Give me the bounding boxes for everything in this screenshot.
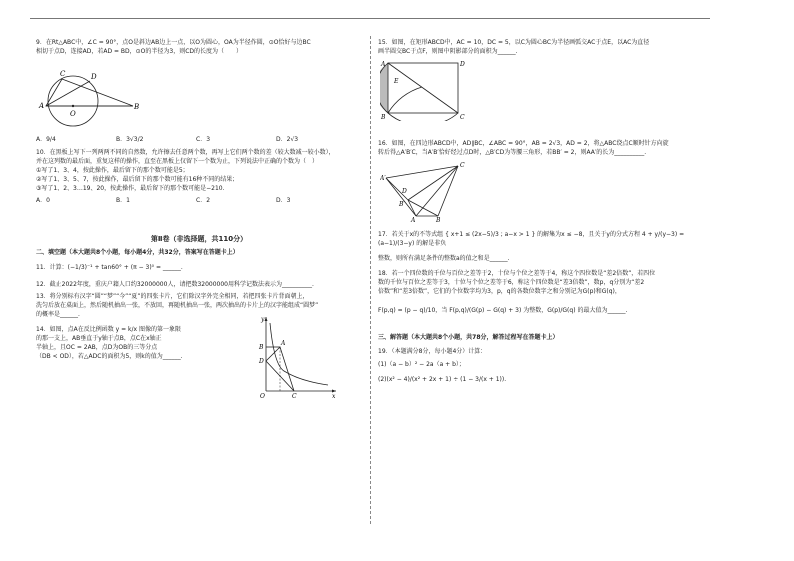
q9-choice-c: C．3 [196, 136, 211, 143]
q16-line1: 16．如图，在四边形ABCD中，AD∥BC，∠ABC = 90°，AB = 2√3，AD = 2，将△ABC绕点C顺时针方向旋 [378, 140, 669, 147]
q10-line2: 并在这列数的最后面，重复这样的操作，直至在黑板上仅留下一个数为止，下列说法中正确的个数为（ ） [36, 158, 319, 165]
q9-line2: 相切于点D，连接AD，若AD = BD，⊙O的半径为3，则CD的长度为（ ） [36, 48, 243, 55]
q10-statement-1: ①写了1、3、4，按此操作，最后留下的那个数可能是5； [36, 167, 189, 174]
question-17 [378, 230, 708, 263]
q14-label-x: x [332, 393, 336, 399]
q10-choice-a: A．0 [36, 197, 50, 204]
q9-label-b: B [134, 103, 140, 111]
q15-line2: 画半圆交BC于点F，则图中阴影部分的面积为______. [378, 48, 518, 55]
question-15 [378, 38, 708, 56]
q16-label-b-prime: B′ [399, 201, 405, 208]
part-2-title: 第Ⅱ卷（非选择题，共110分） [150, 235, 248, 243]
q13-line1: 13．将分别标有汉字“圆”“梦”“今”“夏”的四张卡片，它们除汉字外完全相同，若把四张卡片背面朝上， [36, 293, 309, 300]
q13-line2: 洗匀后放在桌面上，然后随机抽出一张，不放回，再随机抽出一张，两次抽出的卡片上的汉字能组成“圆梦” [36, 302, 319, 309]
question-16 [378, 139, 708, 157]
q15-figure [380, 59, 470, 121]
q14-label-y: y [261, 316, 265, 323]
q15-label-a: A [381, 61, 386, 68]
q18-line1: 18．若一个四位数的千位与百位之差等于2，十位与个位之差等于4，称这个四位数是“差2倍数”，若四位 [378, 270, 656, 277]
column-divider [370, 36, 371, 524]
q14-line2: 的那一支上，AB垂直于y轴于点B，点C在x轴正 [36, 335, 162, 342]
q15-label-b: B [381, 114, 386, 121]
q9-choice-d: D．2√3 [276, 136, 299, 143]
q14-label-b: B [259, 344, 264, 351]
q18-line4: F(p,q) = (p − q)/10，当 F(p,q)/(G(p) − G(q) + 3) 为整数，G(p)/G(q) 的最大值为______. [378, 307, 628, 314]
question-19-part-1: (1)（a − b）² − 2a（a + b）； [378, 361, 465, 368]
q9-choice-b: B．3√3/2 [116, 136, 144, 143]
q10-choices [36, 196, 362, 205]
section-2-heading: 二、填空题（本大题共8个小题，每小题4分，共32分，答案写在答题卡上） [36, 249, 239, 256]
q14-line3: 半轴上，且OC = 2AB，点D为OB的三等分点 [36, 344, 158, 351]
q17-line1: 17．若关于x的不等式组 { x+1 ≤ (2x−5)/3 ; a−x > 1 } 的解集为x ≤ −8，且关于y的分式方程 4 + y/(y−3) = (a−1)/(3−y) 的解是非负 [378, 231, 685, 247]
q15-line1: 15．如图，在矩形ABCD中，AC = 10，DC = 5，以C为圆心BC为半径画弧交AC于点E，以AC为直径 [378, 39, 650, 46]
q14-label-c: C [292, 393, 297, 399]
q18-line2: 数的千位与百位之差等于3，十位与个位之差等于6，称这个四位数是“差3倍数”，数p，q分别为“差2 [378, 279, 645, 286]
q14-line4: （DB < OD），若△ADC的面积为5，则k的值为______. [36, 353, 183, 360]
q15-label-c: C [460, 114, 465, 121]
question-14 [36, 316, 362, 405]
q14-label-d: D [259, 358, 264, 365]
q16-label-a: A [411, 217, 416, 222]
q10-choice-d: D．3 [276, 197, 291, 204]
q9-label-c: C [60, 70, 66, 78]
q10-line1: 10．在黑板上写下一列两两不同的自然数，允许擦去任意两个数，再写上它们两个数的差（较大数减一较小数）， [36, 149, 335, 156]
q10-statement-3: ③写了1、2、3…19、20，按此操作，最后留下的那个数可能是−210. [36, 185, 225, 192]
q9-label-d: D [91, 73, 97, 81]
question-19-part-2: (2)(x² − 4)/(x² + 2x + 1) ÷ (1 − 3/(x + 1)). [378, 376, 507, 383]
q10-choice-b: B．1 [116, 197, 130, 204]
question-11: 11．计算：(−1/3)⁻¹ + tan60° + (π − 3)⁰ = ______. [36, 264, 183, 271]
q16-figure [380, 160, 470, 222]
question-18 [378, 269, 708, 315]
q9-label-o: O [70, 110, 76, 118]
section-3-heading: 三、解答题（本大题共8个小题，共78分，解答过程写在答题卡上） [378, 334, 559, 341]
q9-choices [36, 135, 362, 144]
q15-label-d: D [460, 61, 465, 68]
q9-choice-a: A．9/4 [36, 136, 56, 143]
q16-label-a-prime: A′ [380, 175, 386, 182]
q9-line1: 9．在Rt△ABC中，∠C = 90°，点O是斜边AB边上一点，以O为圆心，OA为半径作圆，⊙O恰好与边BC [36, 39, 311, 46]
q16-label-b: B [436, 217, 441, 222]
question-10 [36, 148, 362, 193]
right-column [378, 38, 708, 387]
q9-label-a: A [39, 102, 45, 110]
q17-line2: 整数，则所有满足条件的整数a的值之和是______. [378, 255, 510, 262]
q14-line1: 14．如图，点A在反比例函数 y = k/x 图像的第一象限 [36, 326, 181, 333]
q14-label-o: O [260, 393, 265, 399]
q18-line3: 倍数”和“差3倍数”，它们的个位数字均为3，p，q的各数位数字之和分别记为G(p)和G(q)， [378, 288, 621, 295]
question-9 [36, 38, 362, 56]
q10-statement-2: ②写了1、3、5、7，按此操作，最后留下的那个数可能有16种不同的结果； [36, 176, 239, 183]
q16-label-d: D [402, 188, 407, 195]
q13-line3: 的概率是______. [36, 311, 80, 318]
q16-line2: 转后得△A′B′C，当A′B′恰好经过点D时，△B′CD为等腰三角形，若BB′ = 2，则AA′的长为__________. [378, 149, 647, 156]
q14-label-a: A [281, 340, 286, 347]
q10-choice-c: C．2 [196, 197, 211, 204]
q16-label-c: C [460, 162, 465, 169]
q15-label-e: E [394, 78, 399, 85]
q14-figure [258, 313, 338, 399]
header-rule [30, 18, 710, 19]
left-column [36, 38, 362, 405]
question-19: 19．（本题满分8分，每小题4分）计算： [378, 348, 487, 355]
question-12: 12．截止2022年度，重庆户籍人口约32000000人，请把数32000000用科学记数法表示为__________. [36, 281, 314, 288]
q9-figure [38, 59, 148, 133]
